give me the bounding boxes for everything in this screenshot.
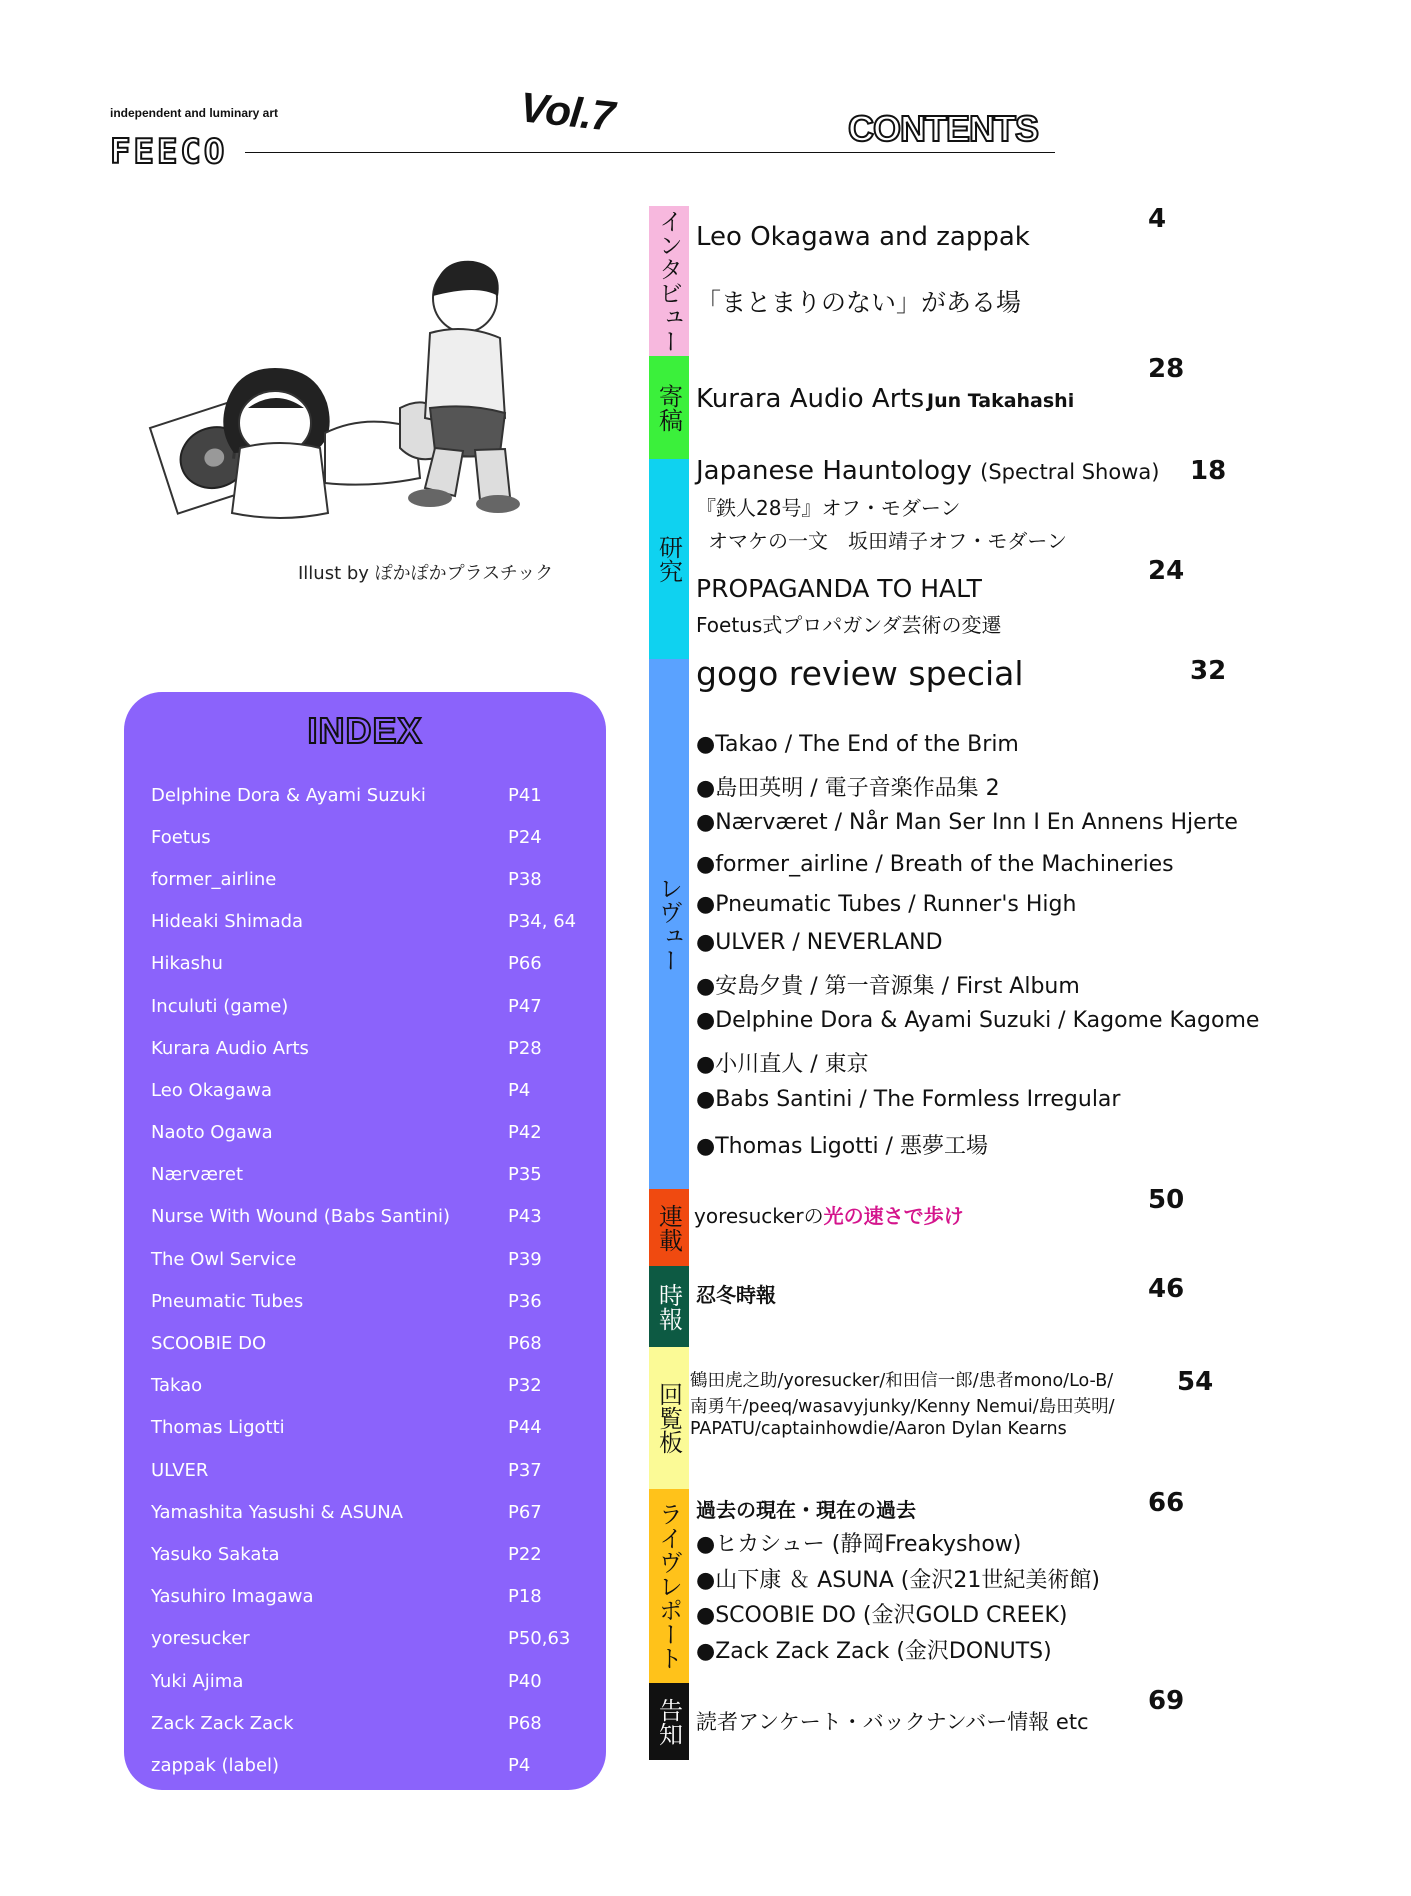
- interview-subtitle: 「まとまりのない」がある場: [696, 288, 1022, 317]
- review-item: ●Thomas Ligotti / 悪夢工場: [696, 1134, 988, 1159]
- index-entry: [151, 816, 591, 858]
- review-item: ●Delphine Dora & Ayami Suzuki / Kagome Kagome: [696, 1008, 1260, 1033]
- section-tab-review: [649, 659, 689, 1189]
- index-entry-name: Inculuti (game): [151, 995, 289, 1017]
- index-entry: [151, 1365, 591, 1407]
- review-item: ●Takao / The End of the Brim: [696, 732, 1019, 757]
- index-entry: [151, 1280, 591, 1322]
- section-label-news: 時報: [654, 1282, 683, 1331]
- cover-illustration: [130, 258, 570, 558]
- review-item: ●Pneumatic Tubes / Runner's High: [696, 892, 1077, 917]
- section-tab-notice: [649, 1683, 689, 1760]
- review-item: ●ULVER / NEVERLAND: [696, 930, 943, 955]
- review-item: ●安島夕貴 / 第一音源集 / First Album: [696, 974, 1080, 999]
- index-entry: [151, 1449, 591, 1491]
- section-label-review: レヴュー: [654, 876, 683, 972]
- section-label-notice: 告知: [654, 1697, 683, 1746]
- index-entry-page: P4: [508, 1754, 531, 1776]
- section-label-interview: インタビュー: [654, 209, 683, 353]
- index-entry-name: Nurse With Wound (Babs Santini): [151, 1206, 451, 1228]
- circular-page: 54: [1177, 1367, 1214, 1397]
- review-item: ●Nærværet / Når Man Ser Inn I En Annens Hjerte: [696, 810, 1238, 835]
- review-item: ●Babs Santini / The Formless Irregular: [696, 1087, 1121, 1112]
- research2-line1: Foetus式プロパガンダ芸術の変遷: [696, 613, 1002, 637]
- index-entry: [151, 943, 591, 985]
- research2-title: PROPAGANDA TO HALT: [696, 574, 982, 603]
- review-item: ●小川直人 / 東京: [696, 1052, 869, 1077]
- section-tab-circular: [649, 1347, 689, 1489]
- serial-title: [694, 1200, 964, 1229]
- circular-line1: 鶴田虎之助/yoresucker/和田信一郎/患者mono/Lo-B/: [690, 1371, 1114, 1391]
- index-entry-page: P18: [508, 1586, 542, 1608]
- index-entry: [151, 1112, 591, 1154]
- index-entry-page: P42: [508, 1122, 542, 1144]
- section-label-contribution: 寄稿: [654, 383, 683, 432]
- index-entry-page: P37: [508, 1459, 542, 1481]
- index-entry-name: SCOOBIE DO: [151, 1333, 267, 1355]
- research1-title-main: Japanese Hauntology: [696, 456, 972, 486]
- index-entry: [151, 1533, 591, 1575]
- section-tab-research: [649, 459, 689, 659]
- live-item: ●SCOOBIE DO (金沢GOLD CREEK): [696, 1603, 1068, 1628]
- index-entry: [151, 1322, 591, 1364]
- index-entry-page: P40: [508, 1670, 542, 1692]
- index-entry: [151, 1154, 591, 1196]
- notice-text: 読者アンケート・バックナンバー情報 etc: [696, 1710, 1089, 1734]
- index-entry-page: P22: [508, 1543, 542, 1565]
- index-entry-page: P39: [508, 1248, 542, 1270]
- research1-title-paren: (Spectral Showa): [980, 460, 1160, 484]
- index-list: [151, 774, 591, 1787]
- section-tab-contribution: [649, 356, 689, 459]
- index-entry: [151, 858, 591, 900]
- index-entry-page: P68: [508, 1712, 542, 1734]
- index-entry-page: P35: [508, 1164, 542, 1186]
- index-entry-name: Hikashu: [151, 953, 223, 975]
- review-title: gogo review special: [696, 654, 1024, 693]
- index-entry-page: P50,63: [508, 1628, 571, 1650]
- contribution-title: Kurara Audio Arts: [696, 384, 925, 414]
- research1-line2: オマケの一文 坂田靖子オフ・モダーン: [708, 529, 1067, 553]
- index-entry-page: P41: [508, 784, 542, 806]
- review-page: 32: [1190, 656, 1227, 686]
- index-entry-name: Nærværet: [151, 1164, 244, 1186]
- index-entry: [151, 1576, 591, 1618]
- live-item: ●ヒカシュー (静岡Freakyshow): [696, 1532, 1022, 1557]
- interview-title: Leo Okagawa and zappak: [696, 222, 1030, 252]
- index-entry-name: Takao: [151, 1375, 203, 1397]
- index-entry: [151, 1702, 591, 1744]
- index-entry-page: P24: [508, 826, 542, 848]
- index-entry: [151, 1618, 591, 1660]
- index-entry-page: P68: [508, 1333, 542, 1355]
- girl-drawing: [223, 368, 440, 518]
- index-entry-page: P47: [508, 995, 542, 1017]
- section-label-serial: 連載: [654, 1203, 683, 1252]
- index-entry-name: former_airline: [151, 868, 277, 890]
- illustration-credit: Illust by ぽかぽかプラスチック: [298, 563, 554, 584]
- index-entry-name: zappak (label): [151, 1754, 280, 1776]
- section-label-research: 研究: [654, 535, 683, 583]
- research1-line1: 『鉄人28号』オフ・モダーン: [696, 496, 961, 520]
- live-page: 66: [1148, 1488, 1185, 1518]
- section-tab-interview: [649, 206, 689, 356]
- magazine-logo: FEECO: [110, 132, 228, 172]
- news-page: 46: [1148, 1274, 1185, 1304]
- interview-page: 4: [1148, 204, 1167, 234]
- research1-page: 18: [1190, 456, 1227, 486]
- index-entry-page: P36: [508, 1290, 542, 1312]
- index-entry-name: yoresucker: [151, 1628, 250, 1650]
- live-item: ●Zack Zack Zack (金沢DONUTS): [696, 1638, 1052, 1664]
- serial-prefix: yoresuckerの: [694, 1204, 824, 1228]
- index-entry: [151, 1744, 591, 1786]
- index-entry: [151, 1491, 591, 1533]
- news-title: 忍冬時報: [696, 1283, 776, 1307]
- index-entry-name: Yasuhiro Imagawa: [151, 1586, 314, 1608]
- index-entry: [151, 1069, 591, 1111]
- review-item: ●島田英明 / 電子音楽作品集 2: [696, 776, 1000, 801]
- section-tab-news: [649, 1266, 689, 1347]
- index-entry-name: Leo Okagawa: [151, 1079, 273, 1101]
- serial-page: 50: [1148, 1185, 1185, 1215]
- index-entry-name: Yamashita Yasushi & ASUNA: [151, 1501, 403, 1523]
- index-entry: [151, 901, 591, 943]
- index-entry-name: Yuki Ajima: [151, 1670, 244, 1692]
- index-entry-page: P44: [508, 1417, 542, 1439]
- live-title: 過去の現在・現在の過去: [696, 1498, 916, 1522]
- review-item: ●former_airline / Breath of the Machineries: [696, 852, 1174, 877]
- index-entry: [151, 985, 591, 1027]
- index-entry: [151, 1660, 591, 1702]
- index-entry-page: P38: [508, 868, 542, 890]
- section-tab-serial: [649, 1189, 689, 1266]
- index-entry-page: P4: [508, 1079, 531, 1101]
- serial-highlight: 光の速さで歩け: [823, 1204, 964, 1228]
- section-label-live: ライヴレポート: [654, 1502, 683, 1670]
- index-entry-name: Kurara Audio Arts: [151, 1037, 309, 1059]
- index-entry-page: P28: [508, 1037, 542, 1059]
- index-entry-name: Foetus: [151, 826, 211, 848]
- index-entry: [151, 1027, 591, 1069]
- index-entry-page: P34, 64: [508, 911, 577, 933]
- index-entry-name: Yasuko Sakata: [151, 1543, 280, 1565]
- index-entry-page: P67: [508, 1501, 542, 1523]
- contents-heading: CONTENTS: [848, 108, 1038, 149]
- boy-drawing: [408, 261, 520, 513]
- index-entry-name: Hideaki Shimada: [151, 911, 304, 933]
- index-entry-page: P43: [508, 1206, 542, 1228]
- index-entry-name: Zack Zack Zack: [151, 1712, 294, 1734]
- header-rule: [245, 152, 1055, 153]
- index-entry-name: ULVER: [151, 1459, 209, 1481]
- index-entry-name: Thomas Ligotti: [151, 1417, 285, 1439]
- circular-line2: 南勇午/peeq/wasavyjunky/Kenny Nemui/島田英明/: [690, 1397, 1115, 1417]
- index-entry-name: Pneumatic Tubes: [151, 1290, 304, 1312]
- contribution-author: Jun Takahashi: [927, 390, 1075, 412]
- index-heading: INDEX: [307, 710, 423, 751]
- circular-line3: PAPATU/captainhowdie/Aaron Dylan Kearns: [690, 1419, 1067, 1439]
- research1-title: [696, 456, 1159, 486]
- index-entry: [151, 774, 591, 816]
- research2-page: 24: [1148, 556, 1185, 586]
- notice-page: 69: [1148, 1686, 1185, 1716]
- index-entry-name: Naoto Ogawa: [151, 1122, 273, 1144]
- index-entry-name: The Owl Service: [151, 1248, 297, 1270]
- live-item: ●山下康 ＆ ASUNA (金沢21世紀美術館): [696, 1567, 1100, 1593]
- section-tab-live: [649, 1489, 689, 1683]
- index-entry-name: Delphine Dora & Ayami Suzuki: [151, 784, 426, 806]
- index-entry: [151, 1238, 591, 1280]
- index-entry: [151, 1407, 591, 1449]
- section-label-circular: 回覧板: [654, 1382, 683, 1454]
- tagline: independent and luminary art: [110, 106, 279, 120]
- volume-number: Vol.7: [517, 83, 617, 140]
- index-entry: [151, 1196, 591, 1238]
- index-entry-page: P32: [508, 1375, 542, 1397]
- index-entry-page: P66: [508, 953, 542, 975]
- contribution-page: 28: [1148, 354, 1185, 384]
